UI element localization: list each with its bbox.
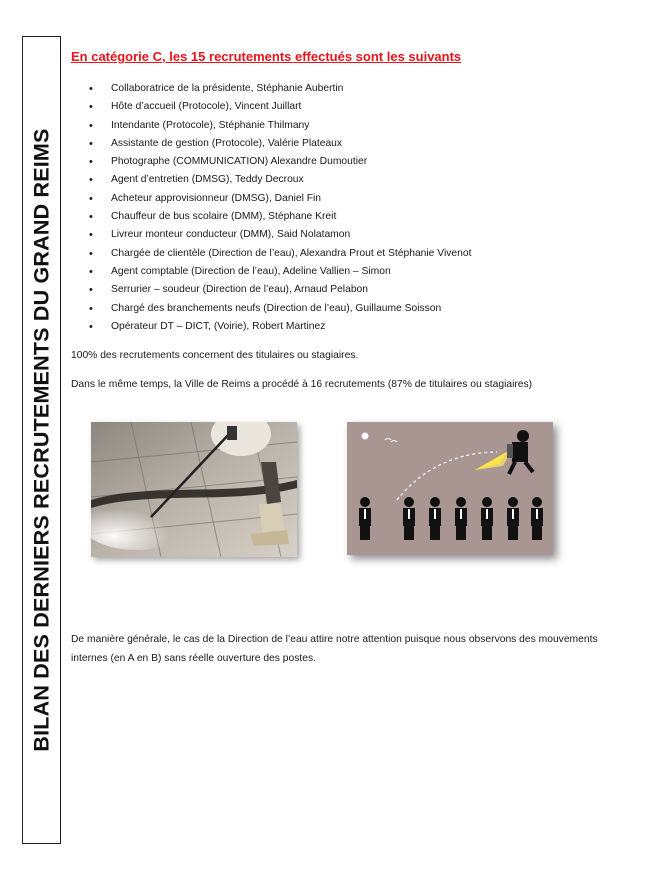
businessman-figure-icon — [359, 497, 371, 540]
sidebar-title-box — [22, 36, 61, 844]
list-item: • Hôte d’accueil (Protocole), Vincent Juillart — [85, 98, 471, 116]
businessman-figure-icon — [481, 497, 493, 540]
businessman-figure-icon — [531, 497, 543, 540]
list-item: • Agent d’entretien (DMSG), Teddy Decroux — [85, 171, 471, 189]
list-item: • Opérateur DT – DICT, (Voirie), Robert Martinez — [85, 318, 471, 336]
businessman-figure-icon — [507, 497, 519, 540]
list-item: • Photographe (COMMUNICATION) Alexandre Dumoutier — [85, 153, 471, 171]
jetpack-businessman-illustration — [347, 422, 553, 555]
list-item: • Chargé des branchements neufs (Direction de l’eau), Guillaume Soisson — [85, 300, 471, 318]
paragraph-titulaires: 100% des recrutements concernent des titulaires ou stagiaires. — [71, 350, 359, 361]
list-item: • Agent comptable (Direction de l’eau), Adeline Vallien – Simon — [85, 263, 471, 281]
sidebar-title: BILAN DES DERNIERS RECRUTEMENTS DU GRAND REIMS — [29, 128, 53, 752]
businessman-figure-icon — [429, 497, 441, 540]
section-heading: En catégorie C, les 15 recrutements effectués sont les suivants — [71, 49, 462, 64]
pressure-washer-photo-icon — [91, 422, 297, 557]
paragraph-conclusion: De manière générale, le cas de la Direction de l’eau attire notre attention puisque nous observons des mouvements internes (en A en B) sans réelle ouverture des postes. — [71, 634, 598, 664]
jetpack-illustration-icon — [347, 422, 553, 555]
list-item: • Acheteur approvisionneur (DMSG), Daniel Fin — [85, 190, 471, 208]
businessman-figure-icon — [403, 497, 415, 540]
list-item: • Chargée de clientèle (Direction de l’eau), Alexandra Prout et Stéphanie Vivenot — [85, 245, 471, 263]
recruitment-list — [85, 80, 471, 336]
list-item: • Assistante de gestion (Protocole), Valérie Plateaux — [85, 135, 471, 153]
paragraph-ville-reims: Dans le même temps, la Ville de Reims a procédé à 16 recrutements (87% de titulaires ou stagiaires) — [71, 379, 533, 390]
list-item: • Serrurier – soudeur (Direction de l’eau), Arnaud Pelabon — [85, 281, 471, 299]
pressure-washer-photo — [91, 422, 297, 557]
list-item: • Collaboratrice de la présidente, Stéphanie Aubertin — [85, 80, 471, 98]
list-item: • Chauffeur de bus scolaire (DMM), Stéphane Kreit — [85, 208, 471, 226]
list-item: • Intendante (Protocole), Stéphanie Thilmany — [85, 117, 471, 135]
businessman-figure-icon — [455, 497, 467, 540]
list-item: • Livreur monteur conducteur (DMM), Said Nolatamon — [85, 226, 471, 244]
